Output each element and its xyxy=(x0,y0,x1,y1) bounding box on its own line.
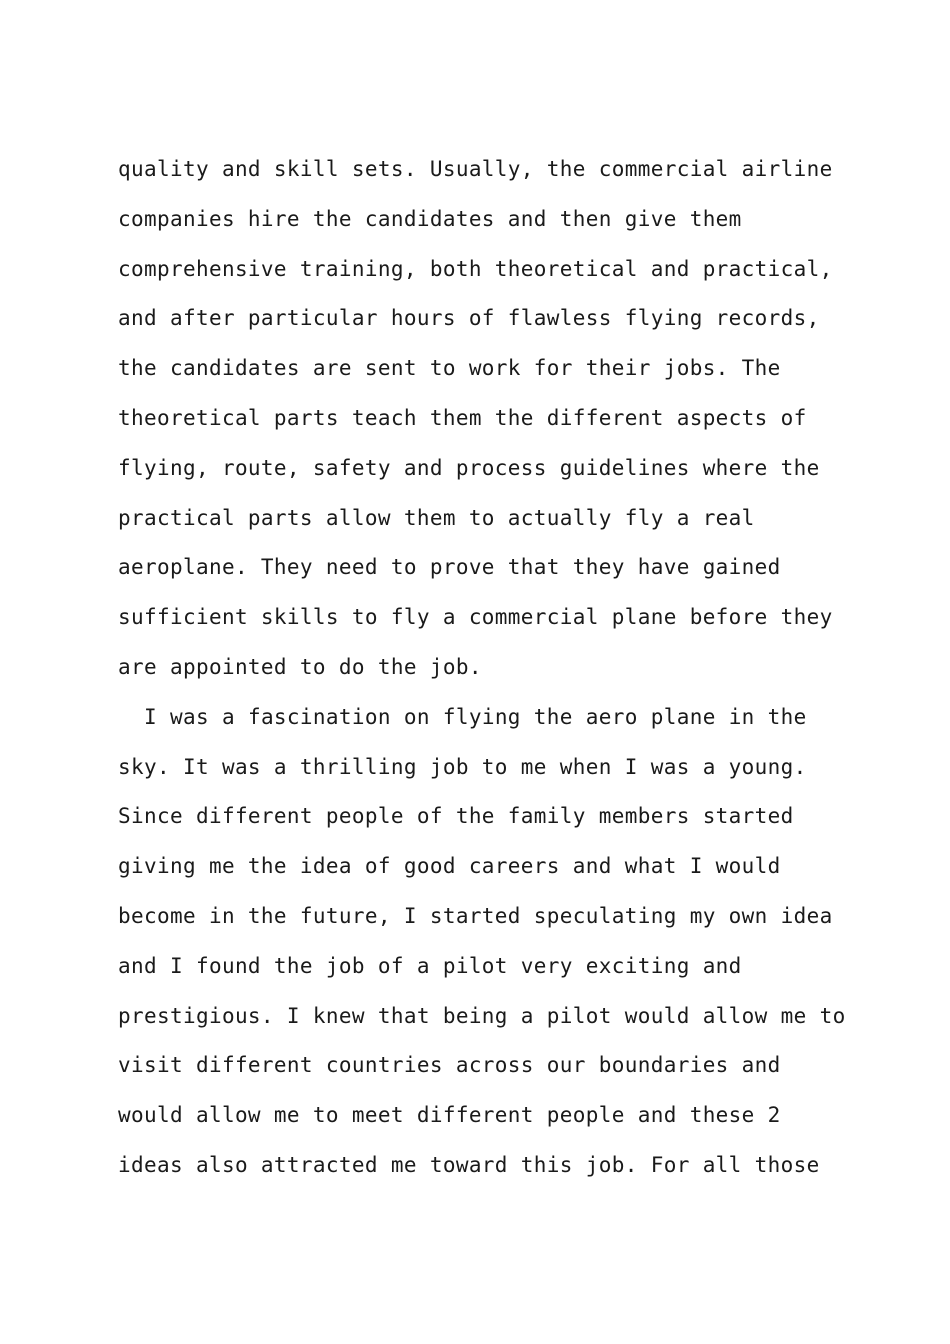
text-line: prestigious. I knew that being a pilot would allow me to xyxy=(118,1003,846,1028)
body-text xyxy=(118,150,878,1196)
text-line: and after particular hours of flawless flying records, xyxy=(118,306,820,331)
text-line: comprehensive training, both theoretical and practical, xyxy=(118,256,833,281)
text-line: quality and skill sets. Usually, the commercial airline xyxy=(118,157,833,181)
text-line: are appointed to do the job. xyxy=(118,654,482,679)
text-line: sufficient skills to fly a commercial plane before they xyxy=(118,605,833,630)
paragraph-start-line: I was a fascination on flying the aero plane in the xyxy=(144,704,807,729)
text-line: companies hire the candidates and then give them xyxy=(118,206,742,231)
text-line: sky. It was a thrilling job to me when I was a young. xyxy=(118,754,807,779)
text-line: Since different people of the family members started xyxy=(118,804,794,829)
text-line: would allow me to meet different people and these 2 xyxy=(118,1103,781,1128)
text-line: practical parts allow them to actually fly a real xyxy=(118,505,755,530)
text-line: visit different countries across our boundaries and xyxy=(118,1053,781,1078)
text-line: the candidates are sent to work for their jobs. The xyxy=(118,356,781,381)
text-line: theoretical parts teach them the different aspects of xyxy=(118,405,807,430)
text-line: flying, route, safety and process guidelines where the xyxy=(118,455,820,480)
text-line: giving me the idea of good careers and what I would xyxy=(118,854,781,879)
text-line: ideas also attracted me toward this job. For all those xyxy=(118,1152,820,1177)
text-line: become in the future, I started speculating my own idea xyxy=(118,903,833,928)
text-line: and I found the job of a pilot very exciting and xyxy=(118,953,742,978)
text-line: aeroplane. They need to prove that they have gained xyxy=(118,555,781,580)
